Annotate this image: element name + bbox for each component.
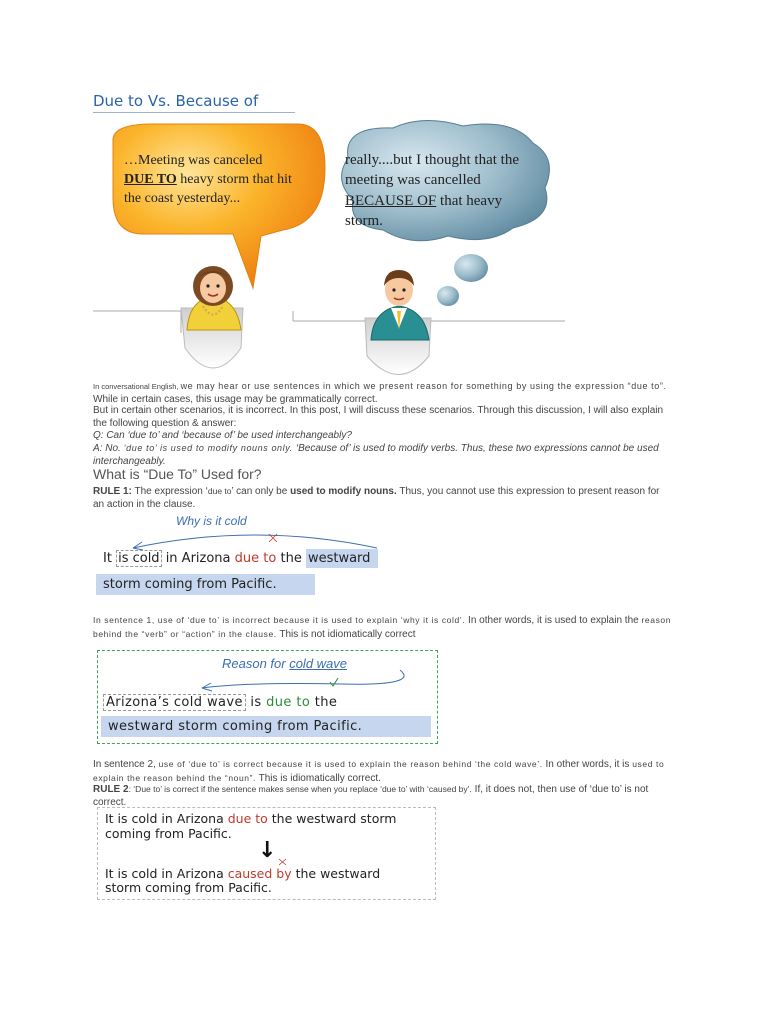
verb-phrase: is cold <box>118 551 160 566</box>
woman-figure <box>181 266 243 368</box>
page-title: Due to Vs. Because of <box>93 92 259 110</box>
example-2-line-1: Arizona’s cold wave is due to the <box>103 695 337 710</box>
answer-line: A: No. ‘due to’ is used to modify nouns only. ‘Because of’ is used to modify verbs. Thus, these two expressions cannot be used interchangeably. <box>93 443 659 467</box>
rule-2: RULE 2: ‘Due to’ is correct if the sentence makes sense when you replace ‘due to’ with ‘caused by’. If, it does not, then use of ‘due to’ is not correct. <box>93 784 649 808</box>
because-of-keyword: BECAUSE OF <box>345 192 437 209</box>
intro-paragraph: In conversational English, we may hear or use sentences in which we present reason for something by using the expression “due to”. While in certain cases, this usage may be grammatically correct. <box>93 381 667 405</box>
question-line: Q: Can ‘due to’ and ‘because of’ be used interchangeably? <box>93 430 352 441</box>
example-2-line-2: westward storm coming from Pacific. <box>101 716 431 737</box>
down-arrow-icon: ↓ <box>258 838 277 863</box>
example-3-line-1: It is cold in Arizona due to the westward storm <box>105 811 397 826</box>
example-1-line-1: It is cold in Arizona due to the westward <box>103 551 378 566</box>
example-1-line-2: storm coming from Pacific. <box>96 574 315 595</box>
example-3-line-3: It is cold in Arizona caused by the westward <box>105 866 381 881</box>
sentence-1-explanation: In sentence 1, use of ‘due to’ is incorrect because it is used to explain ‘why it is cold’. In other words, it is used to explain the reason behind the “verb” or “action” in the clause. This is not idiomatically correct <box>93 615 672 640</box>
example-3-line-2: coming from Pacific. <box>105 826 232 841</box>
sentence-2-explanation: In sentence 2, use of ‘due to’ is correct because it is used to explain the reason behind ‘the cold wave’. In other words, it is used to explain the reason behind the “noun”. This is idiomatically correct. <box>93 759 665 784</box>
noun-phrase: Arizona’s cold wave <box>103 694 246 711</box>
example-2-annotation: Reason for cold wave <box>222 656 348 671</box>
section-heading: What is “Due To” Used for? <box>93 466 262 482</box>
example-2-arrow <box>190 668 420 692</box>
due-to-keyword: DUE TO <box>124 171 177 187</box>
incorrect-due-to: due to <box>234 551 277 566</box>
floor-lines <box>93 311 565 333</box>
example-3-line-4: storm coming from Pacific. <box>105 880 272 895</box>
correct-due-to: due to <box>266 695 311 710</box>
title-divider <box>93 112 295 113</box>
speech-bubble-text: …Meeting was canceled DUE TO heavy storm that hit the coast yesterday... <box>124 153 292 206</box>
intro-paragraph-2: But in certain other scenarios, it is incorrect. In this post, I will discuss these scenarios. Through this discussion, I will also explain the following question & answer: <box>93 405 664 429</box>
thought-cloud-text: really....but I thought that the meeting was cancelled BECAUSE OF that heavy storm. <box>345 152 519 229</box>
example-1-annotation: Why is it cold <box>176 514 247 528</box>
man-figure <box>365 270 431 375</box>
rule-1: RULE 1: The expression ‘due to’ can only be used to modify nouns. Thus, you cannot use this expression to present reason for an action in the clause. <box>93 486 660 510</box>
